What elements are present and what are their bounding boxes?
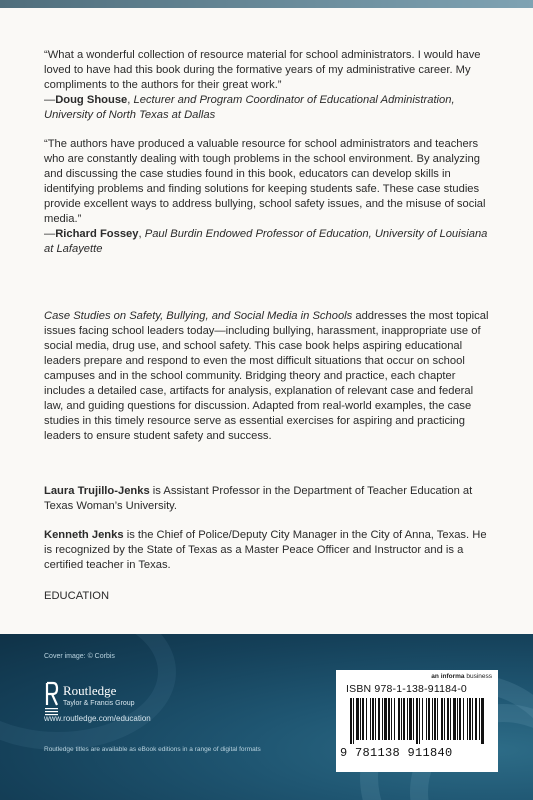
isbn-barcode-panel (336, 670, 498, 772)
barcode-bar (350, 698, 352, 744)
barcode-bar (479, 698, 480, 740)
isbn-text: ISBN 978-1-138-91184-0 (346, 683, 467, 695)
barcode-bar (481, 698, 484, 744)
ebook-note: Routledge titles are available as eBook editions in a range of digital formats (44, 746, 261, 753)
endorser-name: Doug Shouse (55, 94, 128, 106)
informa-business-label (431, 673, 492, 680)
endorser-title: Paul Burdin Endowed Professor of Education, University of Louisiana at Lafayette (44, 228, 488, 255)
barcode-bar (434, 698, 436, 740)
barcode-bar (472, 698, 473, 740)
barcode-bar (366, 698, 367, 740)
barcode-bar (475, 698, 477, 740)
barcode-bar (378, 698, 380, 740)
barcode-bar (409, 698, 412, 740)
barcode-bar (463, 698, 464, 740)
barcode-bar (353, 698, 354, 744)
barcode-bar (398, 698, 400, 740)
barcode-bar (391, 698, 392, 740)
publisher-url[interactable]: www.routledge.com/education (44, 714, 151, 723)
barcode-bar (384, 698, 387, 740)
barcode-bar (453, 698, 456, 740)
endorsement-2 (44, 137, 494, 257)
barcode-bar (360, 698, 361, 740)
publisher-group: Taylor & Francis Group (63, 700, 135, 707)
barcode-bar (428, 698, 430, 740)
barcode-bar (422, 698, 423, 740)
endorsement-attribution: —Doug Shouse, Lecturer and Program Coordinator of Educational Administration, University of North Texas at Dallas (44, 94, 455, 121)
barcode-bar (416, 698, 418, 744)
routledge-logo-icon (44, 680, 59, 718)
author-name: Kenneth Jenks (44, 529, 124, 541)
barcode-bar (467, 698, 468, 740)
barcode-bar (469, 698, 471, 740)
publisher-footer (0, 634, 533, 800)
barcode-number: 9 781138 911840 (340, 746, 453, 760)
barcode-bar (413, 698, 414, 740)
barcode-bar (457, 698, 458, 740)
barcode-bar (372, 698, 374, 740)
barcode-bar (403, 698, 405, 740)
barcode-bar (426, 698, 427, 740)
barcode-bar (459, 698, 461, 740)
subject-category: EDUCATION (44, 590, 110, 602)
barcode-bar (419, 698, 420, 744)
endorsement-quote: “The authors have produced a valuable resource for school administrators and teachers who are constantly dealing with tough problems in the school environment. By analyzing and discussing the case studies found in this book, educators can develop skills in identifying problems and finding solutions for keeping students safe. These case studies provide excellent ways to address bullying, school safety issues, and the misuse of social media.” (44, 138, 486, 225)
author-name: Laura Trujillo-Jenks (44, 485, 150, 497)
back-cover-text-area (0, 8, 533, 634)
author-bio-1 (44, 484, 494, 514)
barcode-bar (447, 698, 449, 740)
barcode-bar (370, 698, 371, 740)
author-bio-text: is the Chief of Police/Deputy City Manager in the City of Anna, Texas. He is recognized by the State of Texas as a Master Peace Officer and Instructor and is a certified teacher in Texas. (44, 529, 487, 571)
barcode-bar (444, 698, 445, 740)
barcode-bar (382, 698, 383, 740)
barcode-bar (356, 698, 359, 740)
description-text: addresses the most topical issues facing school leaders today—including bullying, harassment, inappropriate use of social media, drug use, and school safety. This case book helps aspiring educational leaders prepare and respond to even the most difficult situations that occur on school campuses and in the school community. Bridging theory and practice, each chapter includes a detailed case, artifacts for analysis, explanation of relevant case and federal law, and guiding questions for discussion. Adapted from real-world examples, the case studies in this timely resource serve as essential exercises for aspiring and practicing leaders to ensure student safety and success. (44, 310, 489, 442)
barcode-bar (401, 698, 402, 740)
publisher-name: Routledge (63, 683, 117, 698)
barcode-bar (362, 698, 364, 740)
back-cover-content (44, 48, 494, 604)
endorser-name: Richard Fossey (55, 228, 139, 240)
barcode-bar (441, 698, 443, 740)
informa-label: an informa (431, 673, 465, 680)
author-bio-text: is Assistant Professor in the Department of Teacher Education at Texas Woman’s University. (44, 485, 473, 512)
barcode-bar (407, 698, 408, 740)
author-bio-2 (44, 528, 494, 573)
barcode-bar (432, 698, 433, 740)
barcode-bar (450, 698, 451, 740)
endorsement-1 (44, 48, 494, 123)
barcode-bar (394, 698, 395, 740)
endorsement-quote: “What a wonderful collection of resource material for school administrators. I would have loved to have had this book during the formative years of my administrative career. My compliments to the authors for their great work.” (44, 49, 481, 91)
barcode-graphic (350, 698, 486, 744)
book-title: Case Studies on Safety, Bullying, and Social Media in Schools (44, 310, 353, 322)
barcode-bar (388, 698, 390, 740)
endorser-title: Lecturer and Program Coordinator of Educational Administration, University of North Texas at Dallas (44, 94, 455, 121)
barcode-bar (437, 698, 438, 740)
cover-image-credit: Cover image: © Corbis (44, 653, 115, 660)
book-description (44, 309, 494, 444)
cover-top-strip (0, 0, 533, 8)
barcode-bar (375, 698, 376, 740)
endorsement-attribution: —Richard Fossey, Paul Burdin Endowed Professor of Education, University of Louisiana at Lafayette (44, 228, 488, 255)
business-label: business (464, 673, 492, 680)
